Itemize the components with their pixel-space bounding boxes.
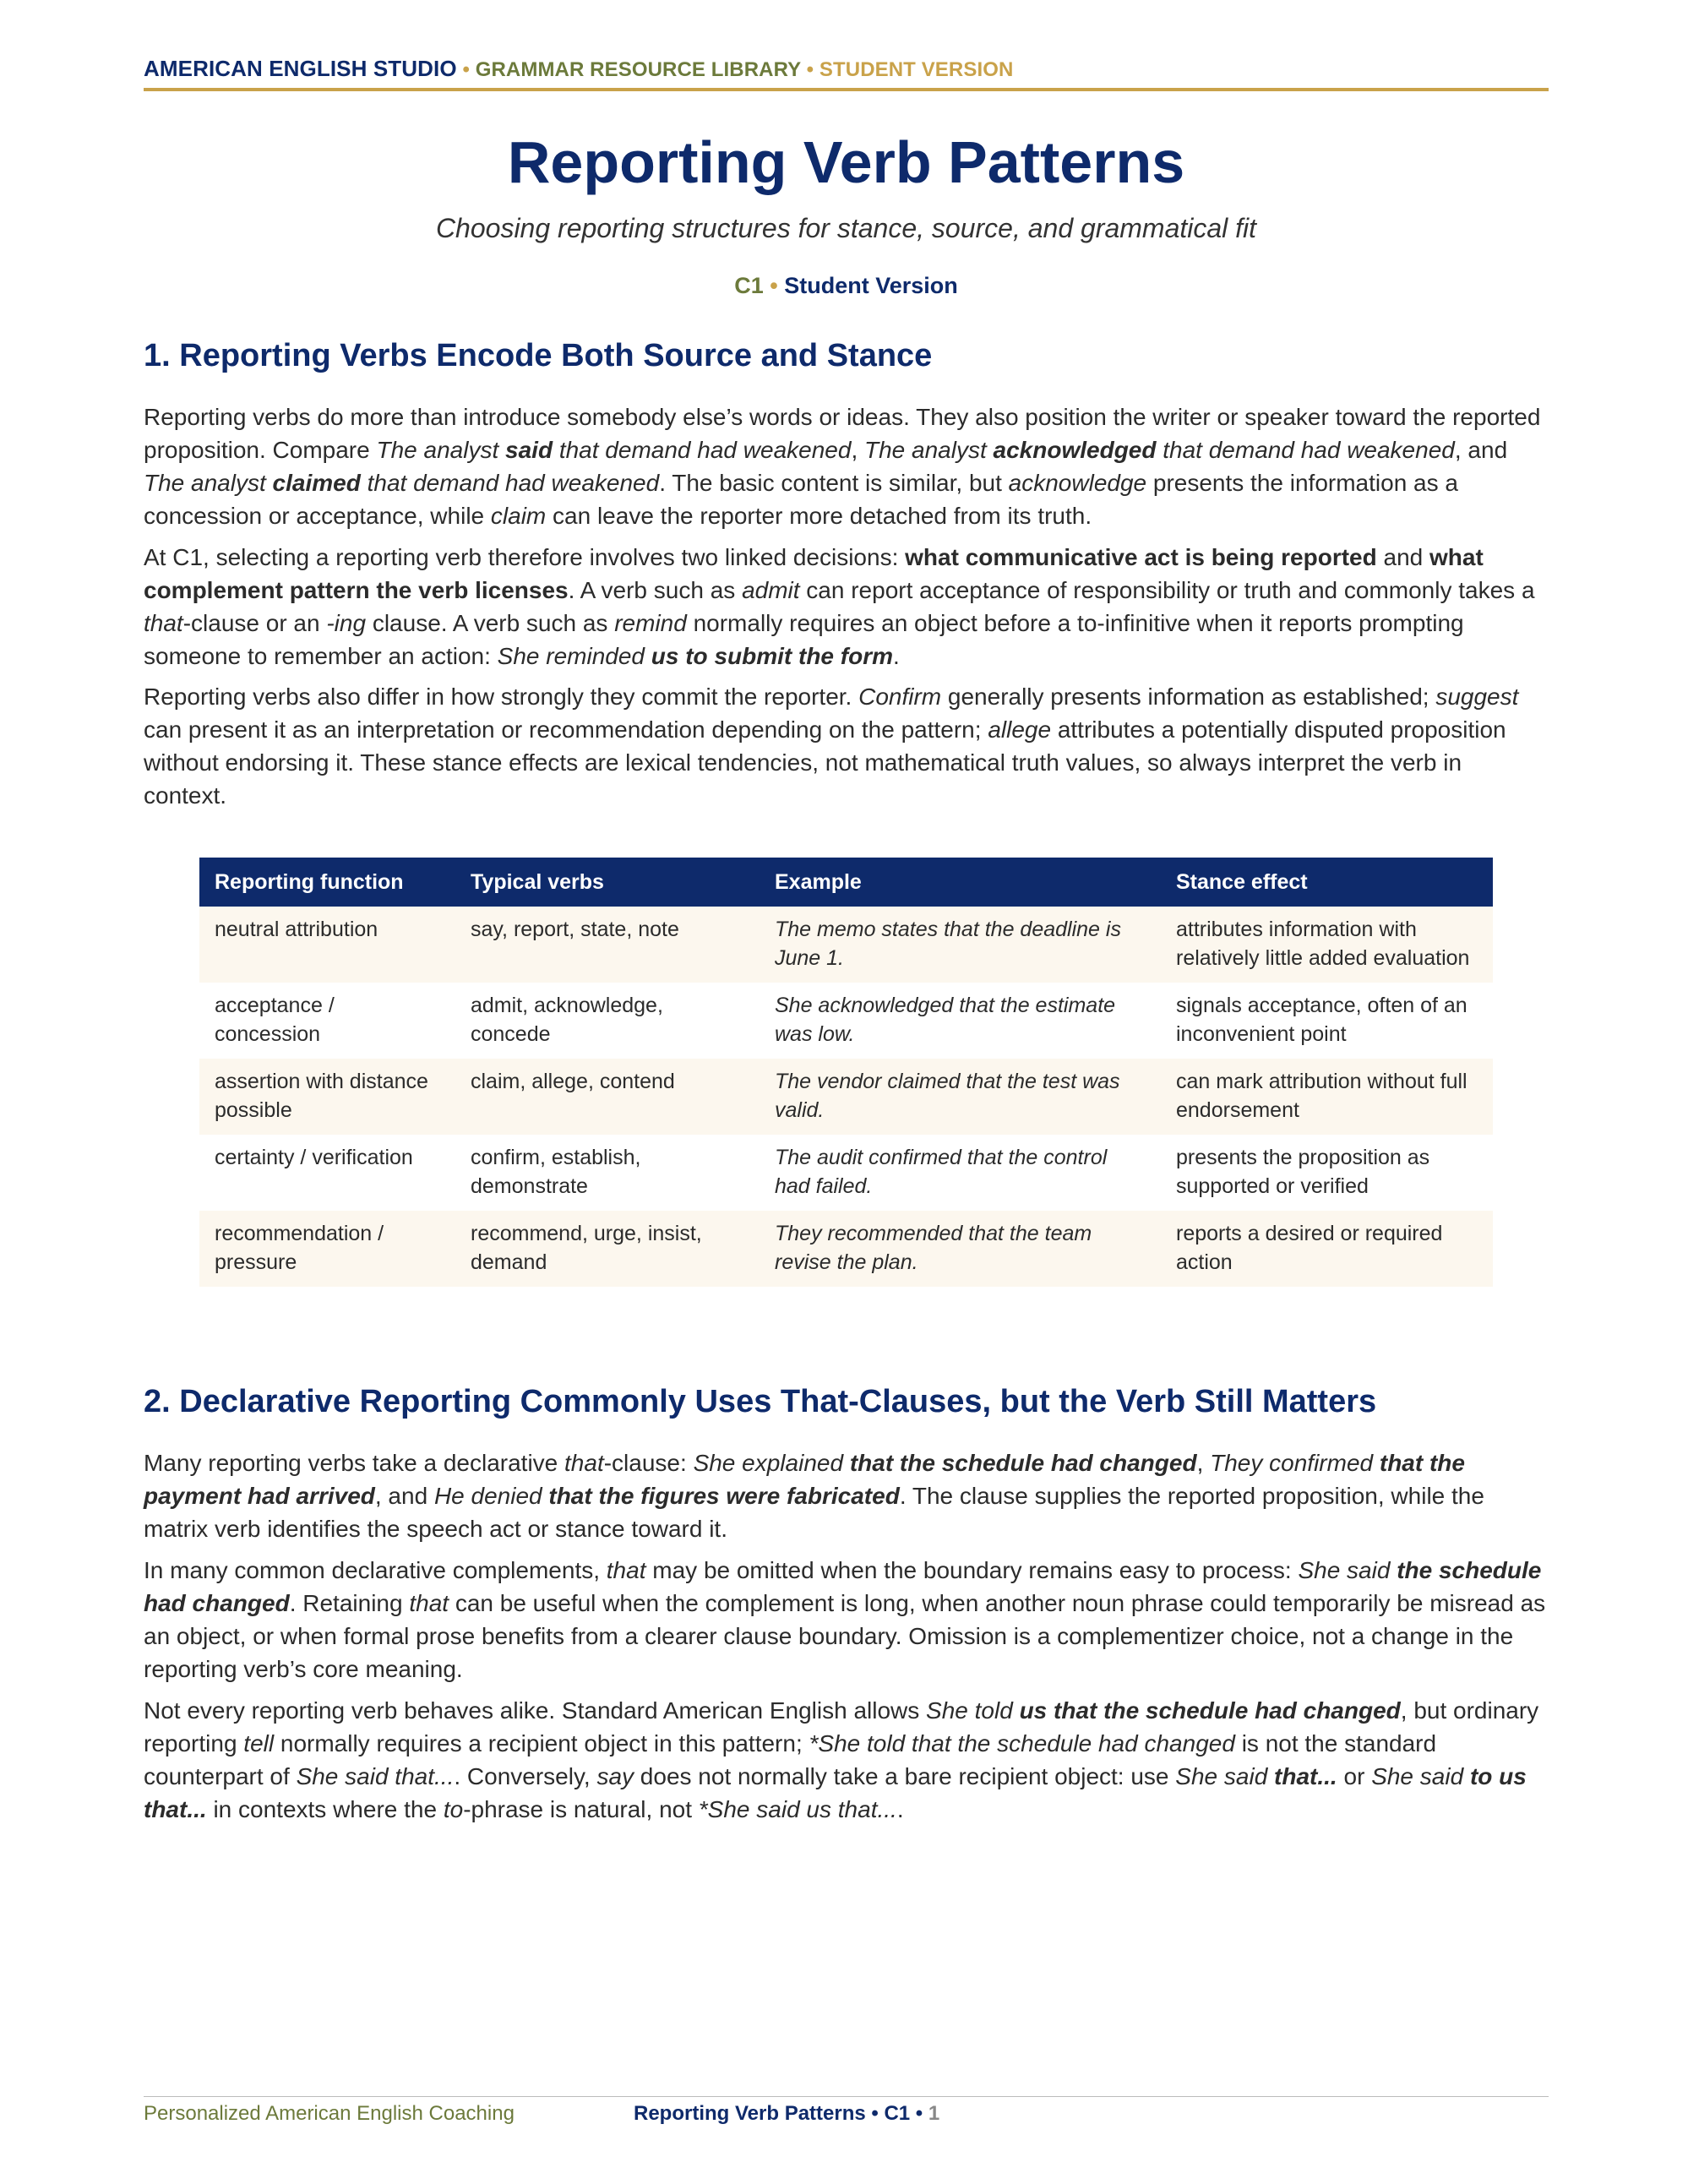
table-row — [199, 907, 1493, 983]
table-cell: neutral attribution — [199, 907, 455, 983]
level-separator: • — [770, 273, 778, 298]
table-header-row — [199, 858, 1493, 907]
section-1-paragraph-3: Reporting verbs also differ in how strongly they commit the reporter. Confirm generally presents information as established; suggest can present it as an interpretation or recommendation depending on the pattern; allege attributes a potentially disputed proposition without endorsing it. These stance effects are lexical tendencies, not mathematical truth values, so always interpret the verb in context. — [144, 684, 1519, 809]
table-cell: certainty / verification — [215, 1146, 413, 1169]
table-row — [199, 1135, 1493, 1211]
header-studio: AMERICAN ENGLISH STUDIO — [144, 56, 457, 81]
header-version: STUDENT VERSION — [819, 58, 1014, 81]
table-cell: say, report, state, note — [455, 907, 760, 983]
footer-left: Personalized American English Coaching — [144, 2102, 515, 2125]
running-header — [144, 56, 1549, 82]
column-header: Typical verbs — [455, 858, 760, 907]
page-number: 1 — [928, 2102, 940, 2125]
footer-running-title: Reporting Verb Patterns • C1 • — [634, 2102, 923, 2125]
section-2-paragraph-1: Many reporting verbs take a declarative that-clause: She explained that the schedule had changed, They confirmed that the payment had arrived, and He denied that the figures were fabricated. The clause supplies the reported proposition, while the matrix verb identifies the speech act or stance toward it. — [144, 1450, 1484, 1542]
table-cell: confirm, establish, demonstrate — [471, 1146, 641, 1198]
table-cell: acceptance / concession — [215, 994, 335, 1046]
header-separator: • — [806, 58, 814, 81]
page-title: Reporting Verb Patterns — [507, 129, 1185, 195]
column-header: Stance effect — [1161, 858, 1493, 907]
version-label: Student Version — [784, 273, 958, 298]
table-cell: The memo states that the deadline is June 1. — [760, 907, 1161, 983]
section-2-paragraph-3: Not every reporting verb behaves alike. Standard American English allows She told us that the schedule had changed, but ordinary reporting tell normally requires a recipient object in this pattern; *She told that the schedule had changed is not the standard counterpart of She said that.... Conversely, say does not normally take a bare recipient object: use She said that... or She said to us that... in contexts where the to-phrase is natural, not *She said us that.... — [144, 1697, 1539, 1822]
column-header: Reporting function — [199, 858, 455, 907]
table-row — [199, 1211, 1493, 1287]
table-cell: recommend, urge, insist, demand — [455, 1211, 760, 1287]
level-badge: C1 — [734, 273, 764, 298]
table-cell: recommendation / pressure — [199, 1211, 455, 1287]
table-cell: attributes information with relatively little added evaluation — [1161, 907, 1493, 983]
section-1-paragraph-1: Reporting verbs do more than introduce somebody else’s words or ideas. They also position the writer or speaker toward the reported proposition. Compare The analyst said that demand had weakened, The analyst acknowledged that demand had weakened, and The analyst claimed that demand had weakened. The basic content is similar, but acknowledge presents the information as a concession or acceptance, while claim can leave the reporter more detached from its truth. — [144, 404, 1541, 529]
table-cell: assertion with distance possible — [199, 1059, 455, 1135]
level-line — [144, 271, 1549, 300]
table-cell: presents the proposition as supported or verified — [1176, 1146, 1430, 1198]
section-2-heading: 2. Declarative Reporting Commonly Uses That-Clauses, but the Verb Still Matters — [144, 1384, 1377, 1419]
table-cell: She acknowledged that the estimate was low. — [775, 994, 1116, 1046]
header-separator: • — [462, 58, 470, 81]
table-cell: They recommended that the team revise the plan. — [760, 1211, 1161, 1287]
column-header: Example — [760, 858, 1161, 907]
header-library: GRAMMAR RESOURCE LIBRARY — [475, 58, 801, 81]
table-cell: can mark attribution without full endorsement — [1161, 1059, 1493, 1135]
table-row — [199, 983, 1493, 1059]
footer-center — [634, 2102, 939, 2126]
footer-rule — [144, 2096, 1549, 2097]
page-subtitle: Choosing reporting structures for stance, source, and grammatical fit — [435, 213, 1257, 243]
section-2-paragraph-2: In many common declarative complements, that may be omitted when the boundary remains easy to process: She said the schedule had changed. Retaining that can be useful when the complement is long, when another noun phrase could temporarily be misread as an object, or when formal prose benefits from a clearer clause boundary. Omission is a complementizer choice, not a change in the reporting verb’s core meaning. — [144, 1557, 1546, 1682]
header-rule — [144, 88, 1549, 91]
table-row — [199, 1059, 1493, 1135]
section-1-paragraph-2: At C1, selecting a reporting verb therefore involves two linked decisions: what communicative act is being reported and what complement pattern the verb licenses. A verb such as admit can report acceptance of responsibility or truth and commonly takes a that-clause or an -ing clause. A verb such as remind normally requires an object before a to-infinitive when it reports prompting someone to remember an action: She reminded us to submit the form. — [144, 544, 1535, 669]
table-cell: signals acceptance, often of an inconvenient point — [1176, 994, 1467, 1046]
table-cell: reports a desired or required action — [1161, 1211, 1493, 1287]
section-1-heading: 1. Reporting Verbs Encode Both Source and Stance — [144, 338, 933, 373]
table-cell: claim, allege, contend — [455, 1059, 760, 1135]
table-cell: The vendor claimed that the test was valid. — [760, 1059, 1161, 1135]
table-cell: The audit confirmed that the control had failed. — [775, 1146, 1108, 1198]
reporting-verbs-table — [199, 858, 1493, 1287]
table-cell: admit, acknowledge, concede — [471, 994, 663, 1046]
